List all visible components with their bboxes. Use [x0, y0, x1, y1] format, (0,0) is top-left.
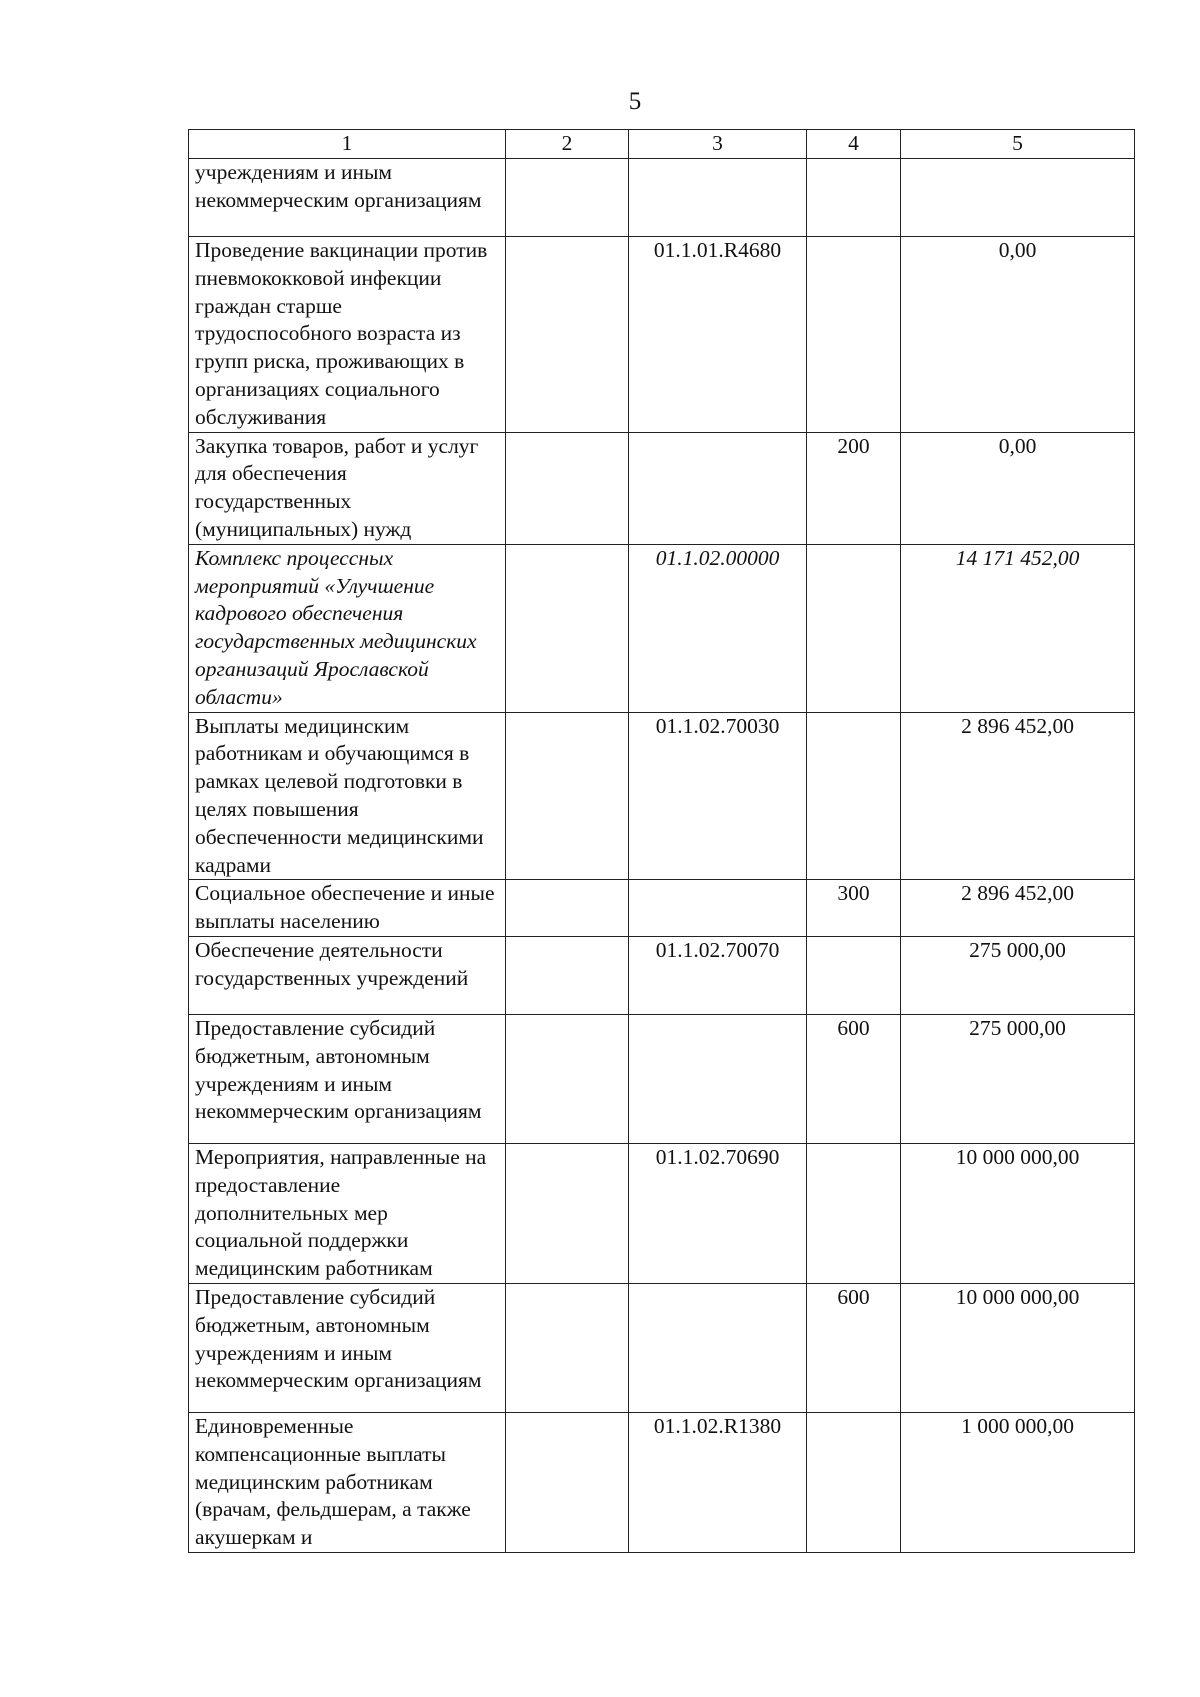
row-code-cell	[629, 432, 807, 544]
table-row	[189, 880, 1135, 937]
row-amount-cell: 2 896 452,00	[901, 712, 1135, 880]
header-col-3: 3	[629, 130, 807, 159]
row-amount-cell: 14 171 452,00	[901, 544, 1135, 712]
row-col2-cell	[506, 544, 629, 712]
row-name-cell: Закупка товаров, работ и услуг для обеспечения государственных (муниципальных) нужд	[189, 432, 506, 544]
row-type-cell	[807, 712, 901, 880]
row-col2-cell	[506, 159, 629, 237]
row-col2-cell	[506, 1283, 629, 1412]
header-col-5: 5	[901, 130, 1135, 159]
table-row	[189, 712, 1135, 880]
row-amount-cell: 0,00	[901, 237, 1135, 433]
table-row	[189, 432, 1135, 544]
header-col-1: 1	[189, 130, 506, 159]
row-col2-cell	[506, 237, 629, 433]
row-amount-cell: 10 000 000,00	[901, 1283, 1135, 1412]
table-row	[189, 237, 1135, 433]
row-code-cell	[629, 1014, 807, 1143]
row-name-cell: Предоставление субсидий бюджетным, автономным учреждениям и иным некоммерческим организациям	[189, 1283, 506, 1412]
row-type-cell: 300	[807, 880, 901, 937]
row-name-cell: Предоставление субсидий бюджетным, автономным учреждениям и иным некоммерческим организациям	[189, 1014, 506, 1143]
row-amount-cell: 1 000 000,00	[901, 1412, 1135, 1552]
row-code-cell: 01.1.02.70030	[629, 712, 807, 880]
row-amount-cell: 275 000,00	[901, 936, 1135, 1014]
row-col2-cell	[506, 1143, 629, 1283]
row-type-cell: 600	[807, 1283, 901, 1412]
row-code-cell: 01.1.02.R1380	[629, 1412, 807, 1552]
row-type-cell	[807, 237, 901, 433]
table-row	[189, 1412, 1135, 1552]
budget-table	[188, 129, 1135, 1553]
row-type-cell: 200	[807, 432, 901, 544]
row-name-cell: Проведение вакцинации против пневмококковой инфекции граждан старше трудоспособного возраста из групп риска, проживающих в организациях социального обслуживания	[189, 237, 506, 433]
row-name-cell: Выплаты медицинским работникам и обучающимся в рамках целевой подготовки в целях повышения обеспеченности медицинскими кадрами	[189, 712, 506, 880]
row-col2-cell	[506, 432, 629, 544]
row-amount-cell: 275 000,00	[901, 1014, 1135, 1143]
row-name-cell: Комплекс процессных мероприятий «Улучшение кадрового обеспечения государственных медицинских организаций Ярославской области»	[189, 544, 506, 712]
row-col2-cell	[506, 1412, 629, 1552]
table-row	[189, 1143, 1135, 1283]
row-name-cell: Мероприятия, направленные на предоставление дополнительных мер социальной поддержки медицинским работникам	[189, 1143, 506, 1283]
row-col2-cell	[506, 1014, 629, 1143]
row-col2-cell	[506, 880, 629, 937]
row-amount-cell: 10 000 000,00	[901, 1143, 1135, 1283]
row-type-cell	[807, 1143, 901, 1283]
row-code-cell: 01.1.02.70070	[629, 936, 807, 1014]
row-name-cell: Социальное обеспечение и иные выплаты населению	[189, 880, 506, 937]
row-amount-cell: 2 896 452,00	[901, 880, 1135, 937]
header-col-2: 2	[506, 130, 629, 159]
table-header-row	[189, 130, 1135, 159]
row-name-cell: Обеспечение деятельности государственных учреждений	[189, 936, 506, 1014]
row-type-cell	[807, 936, 901, 1014]
row-code-cell: 01.1.02.70690	[629, 1143, 807, 1283]
table-row	[189, 1283, 1135, 1412]
row-type-cell	[807, 544, 901, 712]
row-code-cell	[629, 880, 807, 937]
row-type-cell: 600	[807, 1014, 901, 1143]
row-name-cell: учреждениям и иным некоммерческим организациям	[189, 159, 506, 237]
table-row	[189, 1014, 1135, 1143]
row-code-cell: 01.1.02.00000	[629, 544, 807, 712]
row-type-cell	[807, 1412, 901, 1552]
table-row	[189, 544, 1135, 712]
page-number: 5	[628, 88, 642, 115]
table-row	[189, 159, 1135, 237]
row-code-cell	[629, 1283, 807, 1412]
row-col2-cell	[506, 936, 629, 1014]
row-code-cell	[629, 159, 807, 237]
row-col2-cell	[506, 712, 629, 880]
row-amount-cell: 0,00	[901, 432, 1135, 544]
table-row	[189, 936, 1135, 1014]
row-name-cell: Единовременные компенсационные выплаты медицинским работникам (врачам, фельдшерам, а также акушеркам и	[189, 1412, 506, 1552]
row-type-cell	[807, 159, 901, 237]
table-body	[189, 159, 1135, 1553]
header-col-4: 4	[807, 130, 901, 159]
row-amount-cell	[901, 159, 1135, 237]
row-code-cell: 01.1.01.R4680	[629, 237, 807, 433]
